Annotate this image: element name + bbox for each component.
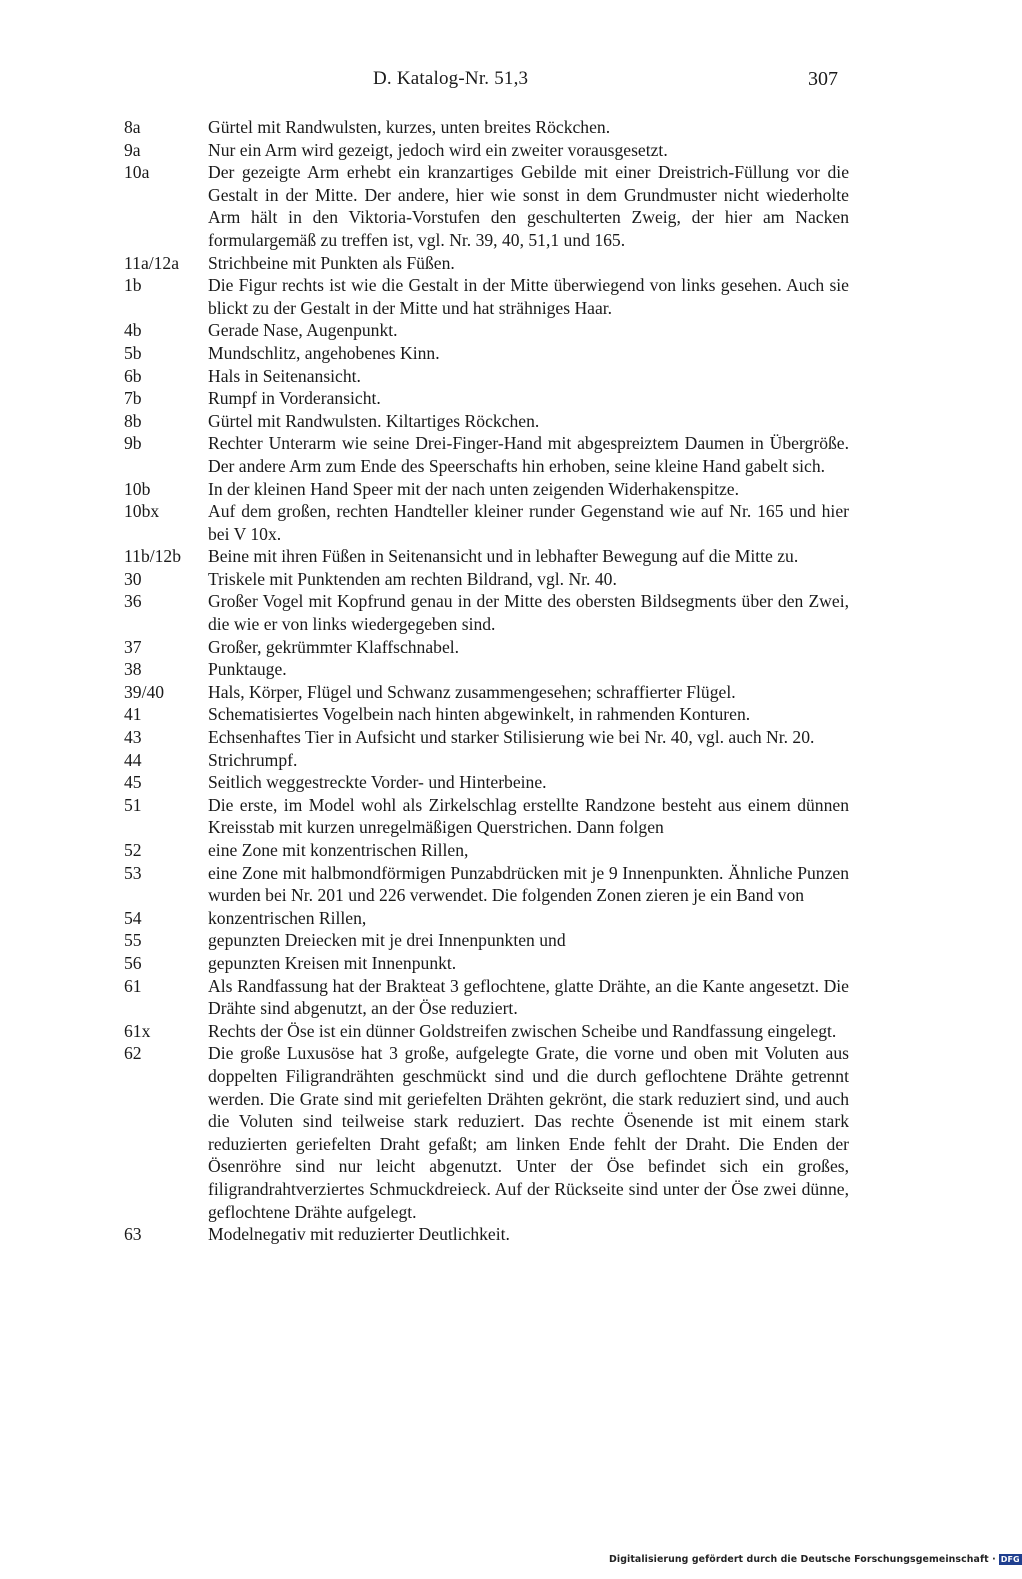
catalog-entry [124,1020,849,1043]
entry-number: 37 [124,636,142,657]
entry-description: Mundschlitz, angehobenes Kinn. [208,342,440,363]
catalog-entry [124,771,849,794]
catalog-entry [124,636,849,659]
dfg-logo: DFG [1000,1555,1020,1564]
entry-description: gepunzten Kreisen mit Innenpunkt. [208,952,457,973]
catalog-entry [124,252,849,275]
entry-description: eine Zone mit konzentrischen Rillen, [208,840,469,860]
entry-number: 1b [124,275,142,296]
entry-number: 53 [124,862,142,883]
entry-description: Hals, Körper, Flügel und Schwanz zusammengesehen; schraffierter Flügel. [208,681,736,702]
entry-description: konzentrischen Rillen, [208,907,367,928]
entry-description: Als Randfassung hat der Brakteat 3 geflochtene, glatte Drähte, an die Kante angesetzt. Die Drähte sind abgenutzt, an der Öse reduziert. [208,975,849,1019]
entry-number: 39/40 [124,681,165,702]
entry-description: Modelnegativ mit reduzierter Deutlichkeit. [208,1224,510,1245]
page-header [0,68,1000,98]
entry-number: 9b [124,433,142,454]
entry-description: Strichbeine mit Punkten als Füßen. [208,252,455,273]
digitization-footer [609,1554,1022,1565]
entry-description: Hals in Seitenansicht. [208,365,361,386]
footer-text: Digitalisierung gefördert durch die Deutsche Forschungsgemeinschaft · [609,1554,996,1565]
catalog-entry [124,410,849,433]
entry-number: 61 [124,975,142,996]
entry-description: Echsenhaftes Tier in Aufsicht und starker Stilisierung wie bei Nr. 40, vgl. auch Nr. 20. [208,727,815,748]
catalog-entry [124,862,849,907]
entry-description: Großer Vogel mit Kopfrund genau in der Mitte des obersten Bildsegments über den Zwei, die wie er von links wiedergegeben sind. [208,591,849,635]
catalog-entry [124,568,849,591]
page-number: 307 [808,68,838,90]
entry-description: Seitlich weggestreckte Vorder- und Hinterbeine. [208,772,547,793]
entry-number: 51 [124,794,142,815]
catalog-entry [124,500,849,545]
entry-description: eine Zone mit halbmondförmigen Punzabdrücken mit je 9 Innenpunkten. Ähnliche Punzen wurden bei Nr. 201 und 226 verwendet. Die folgenden Zonen zieren je ein Band von [208,862,849,906]
entry-number: 6b [124,365,142,386]
entry-number: 54 [124,907,142,928]
catalog-entry [124,478,849,501]
entry-number: 62 [124,1043,142,1064]
entry-number: 4b [124,320,142,341]
entry-number: 43 [124,727,142,748]
entry-description: In der kleinen Hand Speer mit der nach unten zeigenden Widerhakenspitze. [208,478,739,499]
entry-number: 5b [124,342,142,363]
entry-description: Großer, gekrümmter Klaffschnabel. [208,636,460,657]
entry-description: Die große Luxusöse hat 3 große, aufgelegte Grate, die vorne und oben mit Voluten aus doppelten Filigrandrähten geschmückt sind und die durch geflochtene Drähte getrennt werden. Die Grate sind mit geriefelten Drähten gekrönt, die stark reduziert sind, und auch die Voluten sind teilweise stark reduziert. Das rechte Ösenende ist mit einem stark reduzierten geriefelten Draht gefaßt; am linken Ende fehlt der Draht. Die Enden der Ösenröhre sind nur leicht abgenutzt. Unter der Öse befindet sich ein großes, filigrandrahtverziertes Schmuckdreieck. Auf der Rückseite sind unter der Öse zwei dünne, geflochtene Drähte aufgelegt. [208,1043,849,1222]
catalog-entry [124,116,849,139]
entry-number: 10bx [124,501,160,522]
entry-number: 36 [124,591,142,612]
catalog-entry [124,658,849,681]
entry-number: 52 [124,840,142,860]
catalog-entry [124,929,849,952]
catalog-entry [124,703,849,726]
catalog-entry [124,274,849,319]
catalog-entry [124,432,849,477]
entry-description: Rumpf in Vorderansicht. [208,388,381,409]
entry-description: Gürtel mit Randwulsten, kurzes, unten breites Röckchen. [208,117,611,137]
catalog-entry [124,975,849,1020]
entry-description: Schematisiertes Vogelbein nach hinten abgewinkelt, in rahmenden Konturen. [208,704,751,725]
entry-number: 44 [124,749,142,770]
entry-number: 10b [124,478,151,499]
entry-description: Der gezeigte Arm erhebt ein kranzartiges Gebilde mit einer Dreistrich-Füllung vor die Gestalt in der Mitte. Der andere, hier wie sonst in dem Grundmuster nicht wiederholte Arm hält in den Viktoria-Vorstufen den geschulterten Zweig, der hier am Nacken formulargemäß zu treffen ist, vgl. Nr. 39, 40, 51,1 und 165. [208,162,849,250]
entry-number: 38 [124,659,142,680]
entry-number: 7b [124,388,142,409]
entry-description: Die Figur rechts ist wie die Gestalt in der Mitte überwiegend von links gesehen. Auch sie blickt zu der Gestalt in der Mitte und hat strähniges Haar. [208,275,849,318]
entry-description: Gerade Nase, Augenpunkt. [208,320,398,341]
entry-description: gepunzten Dreiecken mit je drei Innenpunkten und [208,930,566,951]
entry-description: Nur ein Arm wird gezeigt, jedoch wird ein zweiter vorausgesetzt. [208,139,668,160]
entry-number: 8a [124,117,141,137]
catalog-entry [124,1042,849,1223]
catalog-entry [124,907,849,930]
catalog-entry [124,839,849,862]
entry-number: 30 [124,568,142,589]
catalog-entry [124,1223,849,1246]
entry-description: Beine mit ihren Füßen in Seitenansicht und in lebhafter Bewegung auf die Mitte zu. [208,546,799,567]
entry-description: Gürtel mit Randwulsten. Kiltartiges Röckchen. [208,410,540,431]
catalog-entry [124,161,849,251]
entry-description: Rechter Unterarm wie seine Drei-Finger-Hand mit abgespreiztem Daumen in Übergröße. Der andere Arm zum Ende des Speerschafts hin erhoben, seine kleine Hand gabelt sich. [208,433,849,476]
entry-description: Auf dem großen, rechten Handteller kleiner runder Gegenstand wie auf Nr. 165 und hier bei V 10x. [208,501,849,544]
catalog-entry [124,342,849,365]
entry-description: Rechts der Öse ist ein dünner Goldstreifen zwischen Scheibe und Randfassung eingelegt. [208,1020,837,1041]
entry-number: 10a [124,162,150,183]
entry-number: 55 [124,930,142,951]
entry-description: Die erste, im Model wohl als Zirkelschlag erstellte Randzone besteht aus einem dünnen Kreisstab mit kurzen unregelmäßigen Querstrichen. Dann folgen [208,794,849,838]
catalog-entry [124,319,849,342]
catalog-entry [124,590,849,635]
entry-description: Triskele mit Punktenden am rechten Bildrand, vgl. Nr. 40. [208,568,617,589]
entry-number: 11a/12a [124,252,180,273]
catalog-entry-list [124,116,849,1246]
catalog-entry [124,749,849,772]
catalog-entry [124,545,849,568]
entry-number: 11b/12b [124,546,182,567]
catalog-entry [124,365,849,388]
catalog-entry [124,681,849,704]
catalog-entry [124,726,849,749]
entry-number: 56 [124,952,142,973]
running-head: D. Katalog-Nr. 51,3 [373,68,529,89]
entry-number: 9a [124,139,141,160]
entry-description: Punktauge. [208,659,287,680]
entry-number: 41 [124,704,142,725]
catalog-entry [124,387,849,410]
catalog-entry [124,952,849,975]
entry-number: 63 [124,1224,142,1245]
entry-number: 61x [124,1020,151,1041]
catalog-entry [124,139,849,162]
entry-number: 8b [124,410,142,431]
catalog-entry [124,794,849,839]
entry-description: Strichrumpf. [208,749,298,770]
entry-number: 45 [124,772,142,793]
